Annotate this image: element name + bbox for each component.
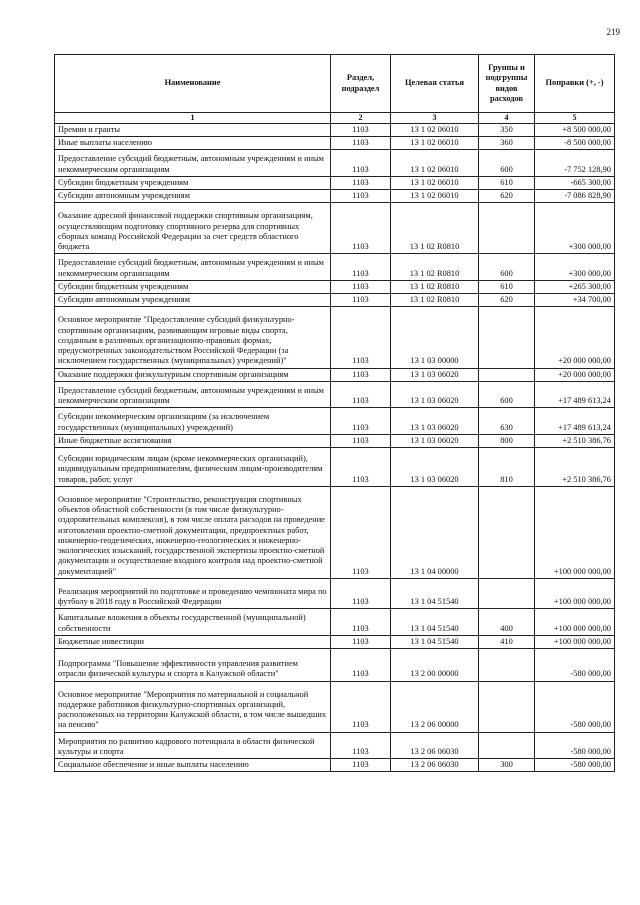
header-target: Целевая статья	[391, 55, 479, 113]
table-row	[55, 381, 615, 408]
row-section: 1103	[331, 609, 391, 636]
row-section: 1103	[331, 448, 391, 487]
row-amount: +100 000 000,00	[535, 578, 615, 609]
row-target: 13 1 02 06010	[391, 176, 479, 189]
row-group	[479, 486, 535, 578]
row-target: 13 1 02 06010	[391, 150, 479, 177]
row-section: 1103	[331, 254, 391, 281]
row-group: 800	[479, 434, 535, 447]
table-row	[55, 123, 615, 136]
row-group: 360	[479, 137, 535, 150]
table-row	[55, 732, 615, 759]
row-section: 1103	[331, 368, 391, 381]
row-amount: +17 489 613,24	[535, 381, 615, 408]
row-amount: +300 000,00	[535, 254, 615, 281]
header-section: Раздел, подраздел	[331, 55, 391, 113]
row-name: Субсидии некоммерческим организациям (за исключением государственных (муниципальных) учреждений)	[55, 408, 331, 435]
row-target: 13 1 03 06020	[391, 448, 479, 487]
row-section: 1103	[331, 150, 391, 177]
row-amount: +100 000 000,00	[535, 635, 615, 648]
column-number: 3	[391, 113, 479, 124]
row-group	[479, 732, 535, 759]
row-target: 13 1 02 R0810	[391, 280, 479, 293]
row-name: Основное мероприятие "Предоставление субсидий физкультурно-спортивным организациям, развивающим игровые виды спорта, созданным в различных организационно-правовых формах, предусмотренных законодательством Российской Федерации (за исключением государственных (муниципальных) учреждений)"	[55, 307, 331, 368]
row-group: 410	[479, 635, 535, 648]
row-group	[479, 649, 535, 682]
row-name: Предоставление субсидий бюджетным, автономным учреждениям и иным некоммерческим организациям	[55, 150, 331, 177]
row-target: 13 1 03 06020	[391, 381, 479, 408]
row-target: 13 1 04 00000	[391, 486, 479, 578]
table-row	[55, 280, 615, 293]
row-amount: -580 000,00	[535, 759, 615, 772]
row-name: Реализация мероприятий по подготовке и проведению чемпионата мира по футболу в 2018 году в Российской Федерации	[55, 578, 331, 609]
row-group: 630	[479, 408, 535, 435]
row-amount: -580 000,00	[535, 681, 615, 732]
row-amount: -580 000,00	[535, 732, 615, 759]
column-number: 5	[535, 113, 615, 124]
row-group: 400	[479, 609, 535, 636]
row-amount: +20 000 000,00	[535, 368, 615, 381]
row-name: Субсидии автономным учреждениям	[55, 190, 331, 203]
row-section: 1103	[331, 578, 391, 609]
row-section: 1103	[331, 203, 391, 254]
row-amount: +34 700,00	[535, 294, 615, 307]
table-row	[55, 448, 615, 487]
row-section: 1103	[331, 681, 391, 732]
row-amount: +100 000 000,00	[535, 609, 615, 636]
row-group: 600	[479, 150, 535, 177]
row-name: Основное мероприятие "Строительство, реконструкция спортивных объектов областной собственности (в том числе физкультурно-оздоровительных комплексов), в том числе оплата расходов на проведение изготовления проектно-сметной документации, предпроектных работ, инженерно-геодезических, инженерно-геологических и инженерно-экологических изысканий, государственной экспертизы проектно-сметной документации и осуществление входного контроля над проектно-сметной документацией"	[55, 486, 331, 578]
row-target: 13 2 00 00000	[391, 649, 479, 682]
row-section: 1103	[331, 381, 391, 408]
row-section: 1103	[331, 434, 391, 447]
row-name: Субсидии бюджетным учреждениям	[55, 280, 331, 293]
row-target: 13 1 02 06010	[391, 123, 479, 136]
header-name: Наименование	[55, 55, 331, 113]
row-target: 13 1 04 51540	[391, 578, 479, 609]
page-number: 219	[606, 27, 620, 37]
header-amount: Поправки (+, -)	[535, 55, 615, 113]
row-amount: +2 510 386,76	[535, 434, 615, 447]
row-section: 1103	[331, 307, 391, 368]
table-row	[55, 759, 615, 772]
row-amount: -8 500 000,00	[535, 137, 615, 150]
row-name: Социальное обеспечение и иные выплаты населению	[55, 759, 331, 772]
row-name: Иные выплаты населению	[55, 137, 331, 150]
row-target: 13 1 02 R0810	[391, 294, 479, 307]
row-amount: +17 489 613,24	[535, 408, 615, 435]
row-target: 13 1 02 06010	[391, 137, 479, 150]
row-amount: -7 086 828,90	[535, 190, 615, 203]
row-section: 1103	[331, 137, 391, 150]
row-target: 13 2 06 00000	[391, 681, 479, 732]
row-group: 350	[479, 123, 535, 136]
table-row	[55, 176, 615, 189]
row-section: 1103	[331, 123, 391, 136]
table-row	[55, 368, 615, 381]
row-group: 300	[479, 759, 535, 772]
row-name: Субсидии юридическим лицам (кроме некоммерческих организаций), индивидуальным предпринимателям, физическим лицам-производителям товаров, работ, услуг	[55, 448, 331, 487]
table-row	[55, 635, 615, 648]
row-amount: +20 000 000,00	[535, 307, 615, 368]
column-number: 2	[331, 113, 391, 124]
row-target: 13 1 03 06020	[391, 434, 479, 447]
row-group	[479, 368, 535, 381]
row-target: 13 1 02 R0810	[391, 254, 479, 281]
row-amount: +300 000,00	[535, 203, 615, 254]
row-name: Оказание поддержки физкультурным спортивным организациям	[55, 368, 331, 381]
budget-table	[54, 54, 615, 772]
header-group: Группы и подгруппы видов расходов	[479, 55, 535, 113]
column-number: 1	[55, 113, 331, 124]
row-target: 13 2 06 06030	[391, 759, 479, 772]
row-name: Бюджетные инвестиции	[55, 635, 331, 648]
table-row	[55, 681, 615, 732]
row-target: 13 1 03 00000	[391, 307, 479, 368]
row-amount: +2 510 386,76	[535, 448, 615, 487]
row-group: 610	[479, 176, 535, 189]
row-name: Мероприятия по развитию кадрового потенциала в области физической культуры и спорта	[55, 732, 331, 759]
row-name: Иные бюджетные ассигнования	[55, 434, 331, 447]
row-name: Подпрограмма "Повышение эффективности управления развитием отрасли физической культуры и спорта в Калужской области"	[55, 649, 331, 682]
row-target: 13 1 02 06010	[391, 190, 479, 203]
row-amount: +100 000 000,00	[535, 486, 615, 578]
row-section: 1103	[331, 759, 391, 772]
table-header	[55, 55, 615, 124]
row-name: Премии и гранты	[55, 123, 331, 136]
row-name: Субсидии бюджетным учреждениям	[55, 176, 331, 189]
row-name: Оказание адресной финансовой поддержки спортивным организациям, осуществляющим подготовку спортивного резерва для спортивных сборных команд Российской Федерации за счет средств областного бюджета	[55, 203, 331, 254]
table-row	[55, 190, 615, 203]
table-row	[55, 649, 615, 682]
row-section: 1103	[331, 486, 391, 578]
table-row	[55, 408, 615, 435]
table-row	[55, 150, 615, 177]
row-target: 13 1 02 R0810	[391, 203, 479, 254]
row-name: Субсидии автономным учреждениям	[55, 294, 331, 307]
table-row	[55, 609, 615, 636]
row-section: 1103	[331, 408, 391, 435]
row-group: 600	[479, 254, 535, 281]
row-section: 1103	[331, 190, 391, 203]
row-group	[479, 681, 535, 732]
row-name: Предоставление субсидий бюджетным, автономным учреждениям и иным некоммерческим организациям	[55, 381, 331, 408]
row-section: 1103	[331, 176, 391, 189]
table-row	[55, 307, 615, 368]
row-section: 1103	[331, 280, 391, 293]
row-amount: +8 500 000,00	[535, 123, 615, 136]
row-group	[479, 307, 535, 368]
row-amount: -665 300,00	[535, 176, 615, 189]
row-target: 13 1 03 06020	[391, 368, 479, 381]
row-amount: -7 752 128,90	[535, 150, 615, 177]
row-name: Основное мероприятие "Мероприятия по материальной и социальной поддержке работников физкультурно-спортивных организаций, расположенных на территории Калужской области, в том числе вышедших на пенсию"	[55, 681, 331, 732]
row-group	[479, 203, 535, 254]
row-target: 13 1 04 51540	[391, 609, 479, 636]
row-group: 810	[479, 448, 535, 487]
row-target: 13 2 06 06030	[391, 732, 479, 759]
row-group	[479, 578, 535, 609]
table-row	[55, 434, 615, 447]
table-row	[55, 254, 615, 281]
table-row	[55, 294, 615, 307]
row-section: 1103	[331, 732, 391, 759]
column-number: 4	[479, 113, 535, 124]
row-amount: -580 000,00	[535, 649, 615, 682]
row-section: 1103	[331, 649, 391, 682]
table-row	[55, 486, 615, 578]
table-row	[55, 137, 615, 150]
table-row	[55, 203, 615, 254]
row-group: 600	[479, 381, 535, 408]
row-target: 13 1 04 51540	[391, 635, 479, 648]
row-section: 1103	[331, 294, 391, 307]
row-group: 610	[479, 280, 535, 293]
row-amount: +265 300,00	[535, 280, 615, 293]
row-section: 1103	[331, 635, 391, 648]
row-target: 13 1 03 06020	[391, 408, 479, 435]
row-group: 620	[479, 294, 535, 307]
table-body	[55, 123, 615, 772]
row-name: Предоставление субсидий бюджетным, автономным учреждениям и иным некоммерческим организациям	[55, 254, 331, 281]
row-name: Капитальные вложения в объекты государственной (муниципальной) собственности	[55, 609, 331, 636]
row-group: 620	[479, 190, 535, 203]
table-row	[55, 578, 615, 609]
